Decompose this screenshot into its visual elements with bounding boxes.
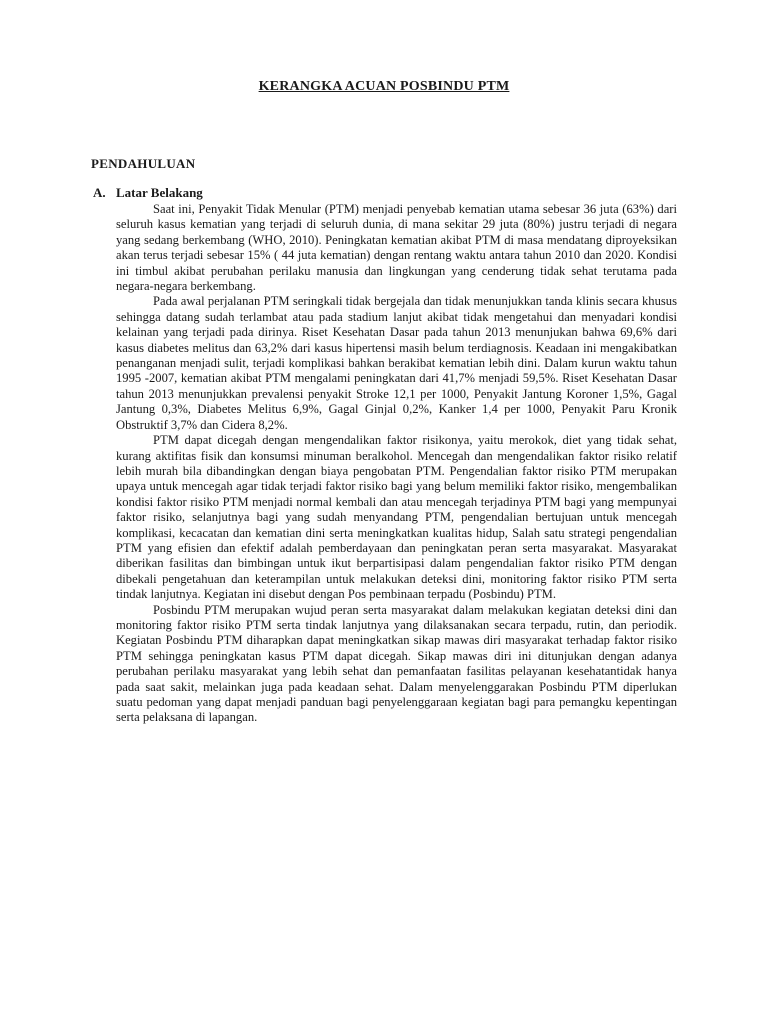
- paragraph: Saat ini, Penyakit Tidak Menular (PTM) menjadi penyebab kematian utama sebesar 36 juta (63%) dari seluruh kasus kematian yang terjadi di seluruh dunia, di mana sekitar 29 juta (80%) justru terjadi di negara yang sedang berkembang (WHO, 2010). Peningkatan kematian akibat PTM di masa mendatang diproyeksikan akan terus terjadi sebesar 15% ( 44 juta kematian) dengan rentang waktu antara tahun 2010 dan 2020. Kondisi ini timbul akibat perubahan perilaku manusia dan lingkungan yang cenderung tidak sehat terutama pada negara-negara berkembang.: [116, 202, 677, 294]
- paragraph: Posbindu PTM merupakan wujud peran serta masyarakat dalam melakukan kegiatan deteksi dini dan monitoring faktor risiko PTM serta tindak lanjutnya yang dilaksanakan secara terpadu, rutin, dan periodik. Kegiatan Posbindu PTM diharapkan dapat meningkatkan sikap mawas diri masyarakat terhadap faktor risiko PTM sehingga peningkatan kasus PTM dapat dicegah. Sikap mawas diri ini ditunjukan dengan adanya perubahan perilaku masyarakat yang lebih sehat dan pemanfaatan fasilitas pelayanan kesehatantidak hanya pada saat sakit, melainkan juga pada keadaan sehat. Dalam menyelenggarakan Posbindu PTM diperlukan suatu pedoman yang dapat menjadi panduan bagi penyelenggaraan kegiatan bagi para pemangku kepentingan serta pelaksana di lapangan.: [116, 602, 677, 725]
- section-heading: PENDAHULUAN: [91, 156, 196, 171]
- subsection-heading: [93, 185, 203, 201]
- subsection-title: Latar Belakang: [116, 185, 203, 200]
- document-title: KERANGKA ACUAN POSBINDU PTM: [258, 79, 510, 94]
- paragraph: PTM dapat dicegah dengan mengendalikan faktor risikonya, yaitu merokok, diet yang tidak sehat, kurang aktifitas fisik dan konsumsi minuman beralkohol. Mencegah dan mengendalikan faktor risiko relatif lebih murah bila dibandingkan dengan biaya pengobatan PTM. Pengendalian faktor risiko PTM merupakan upaya untuk mencegah agar tidak terjadi faktor risiko bagi yang belum memiliki faktor risiko, mengembalikan kondisi faktor risiko PTM menjadi normal kembali dan atau mencegah terjadinya PTM bagi yang mempunyai faktor risiko, selanjutnya bagi yang sudah menyandang PTM, pengendalian bertujuan untuk mencegah komplikasi, kecacatan dan kematian dini serta meningkatkan kualitas hidup, Salah satu strategi pengendalian PTM yang efisien dan efektif adalah pemberdayaan dan peningkatan peran serta masyarakat. Masyarakat diberikan fasilitas dan bimbingan untuk ikut berpartisipasi dalam pengendalian faktor risiko PTM dengan dibekali pengetahuan dan keterampilan untuk melakukan deteksi dini, monitoring faktor risiko PTM serta tindak lanjutnya. Kegiatan ini disebut dengan Pos pembinaan terpadu (Posbindu) PTM.: [116, 433, 677, 602]
- subsection-number: A.: [93, 185, 106, 200]
- body-text: [116, 202, 677, 726]
- paragraph: Pada awal perjalanan PTM seringkali tidak bergejala dan tidak menunjukkan tanda klinis secara khusus sehingga datang sudah terlambat atau pada stadium lanjut akibat tidak mengetahui dan menyadari kondisi kelainan yang terjadi pada dirinya. Riset Kesehatan Dasar pada tahun 2013 menunjukan bahwa 69,6% dari kasus diabetes melitus dan 63,2% dari kasus hipertensi masih belum terdiagnosis. Keadaan ini mengakibatkan penanganan menjadi sulit, terjadi komplikasi bahkan berakibat kematian lebih dini. Dalam kurun waktu tahun 1995 -2007, kematian akibat PTM mengalami peningkatan dari 41,7% menjadi 59,5%. Riset Kesehatan Dasar tahun 2013 menunjukkan prevalensi penyakit Stroke 12,1 per 1000, Penyakit Jantung Koroner 1,5%, Gagal Jantung 0,3%, Diabetes Melitus 6,9%, Gagal Ginjal 0,2%, Kanker 1,4 per 1000, Penyakit Paru Kronik Obstruktif 3,7% dan Cidera 8,2%.: [116, 294, 677, 432]
